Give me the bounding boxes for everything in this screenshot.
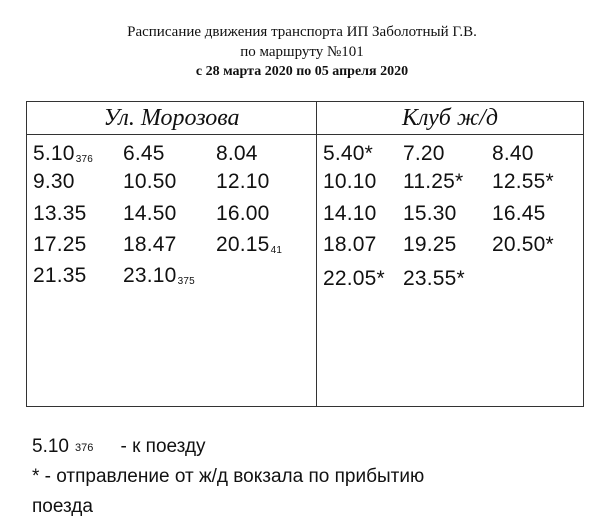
legend-train-note bbox=[32, 436, 206, 458]
departure-time-morozova: 6.45 bbox=[123, 142, 165, 165]
departure-time-club: 15.30 bbox=[403, 202, 457, 225]
header-divider bbox=[27, 134, 583, 135]
departure-time-club: 5.40* bbox=[323, 142, 374, 165]
legend-train-text: - к поезду bbox=[120, 436, 206, 457]
departure-time-club: 16.45 bbox=[492, 202, 546, 225]
departure-time-club: 8.40 bbox=[492, 142, 534, 165]
departure-time-club: 19.25 bbox=[403, 233, 457, 256]
departure-time-club: 10.10 bbox=[323, 170, 377, 193]
departure-time-club: 11.25* bbox=[403, 170, 464, 193]
departure-time-morozova: 14.50 bbox=[123, 202, 177, 225]
departure-time-morozova: 10.50 bbox=[123, 170, 177, 193]
departure-time-club: 18.07 bbox=[323, 233, 377, 256]
departure-time-morozova: 8.04 bbox=[216, 142, 258, 165]
departure-time-club: 14.10 bbox=[323, 202, 377, 225]
departure-time-morozova: $20.15_{41}$ bbox=[216, 233, 283, 256]
legend-time: 5.10 bbox=[32, 436, 69, 457]
departure-time-morozova: $23.10_{375}$ bbox=[123, 264, 195, 287]
departure-time-morozova: 17.25 bbox=[33, 233, 87, 256]
departure-time-morozova: 13.35 bbox=[33, 202, 87, 225]
legend-asterisk-note: * - отправление от ж/д вокзала по прибытию bbox=[32, 466, 425, 487]
column-divider bbox=[316, 102, 317, 406]
train-code: 376 bbox=[75, 154, 93, 165]
departure-time-morozova: 12.10 bbox=[216, 170, 270, 193]
schedule-title: Расписание движения транспорта ИП Заболотный Г.В. bbox=[127, 24, 477, 40]
departure-time-morozova: 18.47 bbox=[123, 233, 177, 256]
schedule-table bbox=[26, 101, 584, 407]
departure-time-club: 12.55* bbox=[492, 170, 554, 193]
legend-code: 376 bbox=[74, 442, 94, 454]
route-number: по маршруту №101 bbox=[240, 44, 364, 60]
train-code: 375 bbox=[177, 276, 195, 287]
departure-time-club: 23.55* bbox=[403, 267, 465, 290]
departure-time-club: 7.20 bbox=[403, 142, 445, 165]
date-range: с 28 марта 2020 по 05 апреля 2020 bbox=[195, 64, 409, 79]
column-header-morozova: Ул. Морозова bbox=[103, 105, 240, 131]
departure-time-morozova: 21.35 bbox=[33, 264, 87, 287]
departure-time-club: 20.50* bbox=[492, 233, 554, 256]
column-header-club: Клуб ж/д bbox=[402, 105, 498, 131]
legend-asterisk-note-cont: поезда bbox=[32, 496, 93, 517]
departure-time-morozova: 9.30 bbox=[33, 170, 75, 193]
train-code: 41 bbox=[270, 245, 283, 256]
departure-time-morozova: $5.10_{376}$ bbox=[33, 142, 93, 165]
departure-time-club: 22.05* bbox=[323, 267, 385, 290]
departure-time-morozova: 16.00 bbox=[216, 202, 270, 225]
